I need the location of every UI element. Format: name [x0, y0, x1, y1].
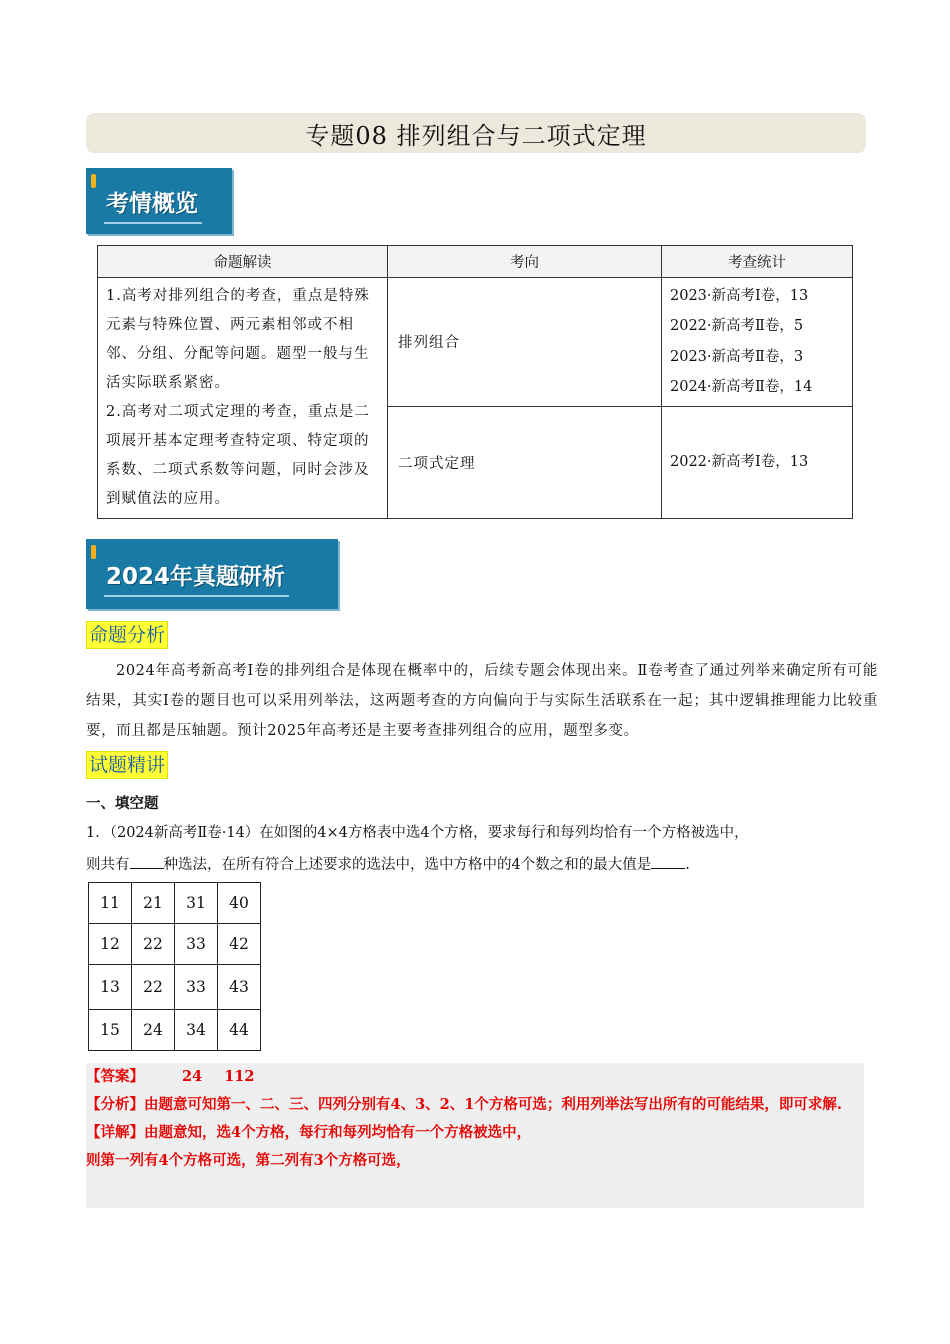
- stat-cell: [662, 406, 853, 518]
- table-header: 命题解读: [98, 246, 388, 278]
- question-line: 1．（2024新高考Ⅱ卷·14）在如图的4×4方格表中选4个方格，要求每行和每列均恰有一个方格被选中，: [86, 825, 749, 841]
- analysis-banner-label: 2024年真题研析: [86, 558, 285, 591]
- grid-cell: 44: [218, 1010, 261, 1051]
- answer-blank: [130, 854, 164, 869]
- analysis-paragraph: [86, 656, 878, 746]
- overview-banner: [86, 168, 232, 234]
- grid-cell: 24: [132, 1010, 175, 1051]
- overview-table: [97, 245, 853, 519]
- question-line: 则共有 种选法，在所有符合上述要求的选法中，选中方格中的4个数之和的最大值是 .: [86, 849, 876, 881]
- answer-value: 112: [224, 1068, 255, 1085]
- explain-label: 试题精讲: [86, 751, 168, 779]
- grid-cell: 12: [89, 924, 132, 965]
- detail-line: 则第一列有4个方格可选，第二列有3个方格可选，: [86, 1152, 411, 1169]
- interpretation-cell: [98, 278, 388, 519]
- grid-cell: 13: [89, 965, 132, 1010]
- grid-cell: 43: [218, 965, 261, 1010]
- question: [86, 817, 876, 881]
- stat-item: 2024·新高考Ⅱ卷，14: [670, 379, 813, 396]
- number-grid: [88, 882, 261, 1051]
- grid-cell: 31: [175, 883, 218, 924]
- grid-cell: 34: [175, 1010, 218, 1051]
- overview-banner-label: 考情概览: [86, 185, 198, 218]
- grid-cell: 22: [132, 965, 175, 1010]
- stat-item: 2023·新高考Ⅱ卷，3: [670, 348, 804, 365]
- section-title: 一、填空题: [86, 796, 159, 812]
- grid-cell: 33: [175, 965, 218, 1010]
- direction-cell: 排列组合: [388, 278, 662, 407]
- answer-section: [86, 1063, 876, 1175]
- analysis-line: 【分析】由题意可知第一、二、三、四列分别有4、3、2、1个方格可选；利用列举法写出所有的可能结果，即可求解.: [86, 1096, 842, 1113]
- grid-cell: 42: [218, 924, 261, 965]
- grid-cell: 33: [175, 924, 218, 965]
- interpretation-text: 2.高考对二项式定理的考查，重点是二项展开基本定理考查特定项、特定项的系数、二项式系数等问题，同时会涉及到赋值法的应用。: [106, 404, 370, 507]
- table-header: 考查统计: [662, 246, 853, 278]
- page-title: 专题08 排列组合与二项式定理: [86, 113, 866, 153]
- stat-item: 2023·新高考Ⅰ卷，13: [670, 287, 809, 304]
- table-header: 考向: [388, 246, 662, 278]
- answer-line: 【答案】 24 112: [86, 1063, 876, 1091]
- grid-cell: 22: [132, 924, 175, 965]
- grid-cell: 11: [89, 883, 132, 924]
- answer-blank: [651, 854, 685, 869]
- detail-line: 【详解】由题意知，选4个方格，每行和每列均恰有一个方格被选中，: [86, 1124, 532, 1141]
- stat-item: 2022·新高考Ⅱ卷，5: [670, 318, 804, 335]
- stat-item: 2022·新高考Ⅰ卷，13: [670, 454, 809, 471]
- grid-cell: 15: [89, 1010, 132, 1051]
- grid-cell: 21: [132, 883, 175, 924]
- interpretation-text: 1.高考对排列组合的考查，重点是特殊元素与特殊位置、两元素相邻或不相邻、分组、分配等问题。题型一般与生活实际联系紧密。: [106, 288, 370, 391]
- answer-value: 24: [182, 1068, 203, 1085]
- analysis-text: 2024年高考新高考Ⅰ卷的排列组合是体现在概率中的，后续专题会体现出来。Ⅱ卷考查了通过列举来确定所有可能结果，其实Ⅰ卷的题目也可以采用列举法，这两题考查的方向偏向于与实际生活联系在一起；其中逻辑推理能力比较重要，而且都是压轴题。预计2025年高考还是主要考查排列组合的应用，题型多变。: [86, 663, 878, 739]
- direction-cell: 二项式定理: [388, 406, 662, 518]
- grid-cell: 40: [218, 883, 261, 924]
- analysis-label: 命题分析: [86, 621, 168, 649]
- stat-cell: [662, 278, 853, 407]
- analysis-banner: [86, 539, 338, 609]
